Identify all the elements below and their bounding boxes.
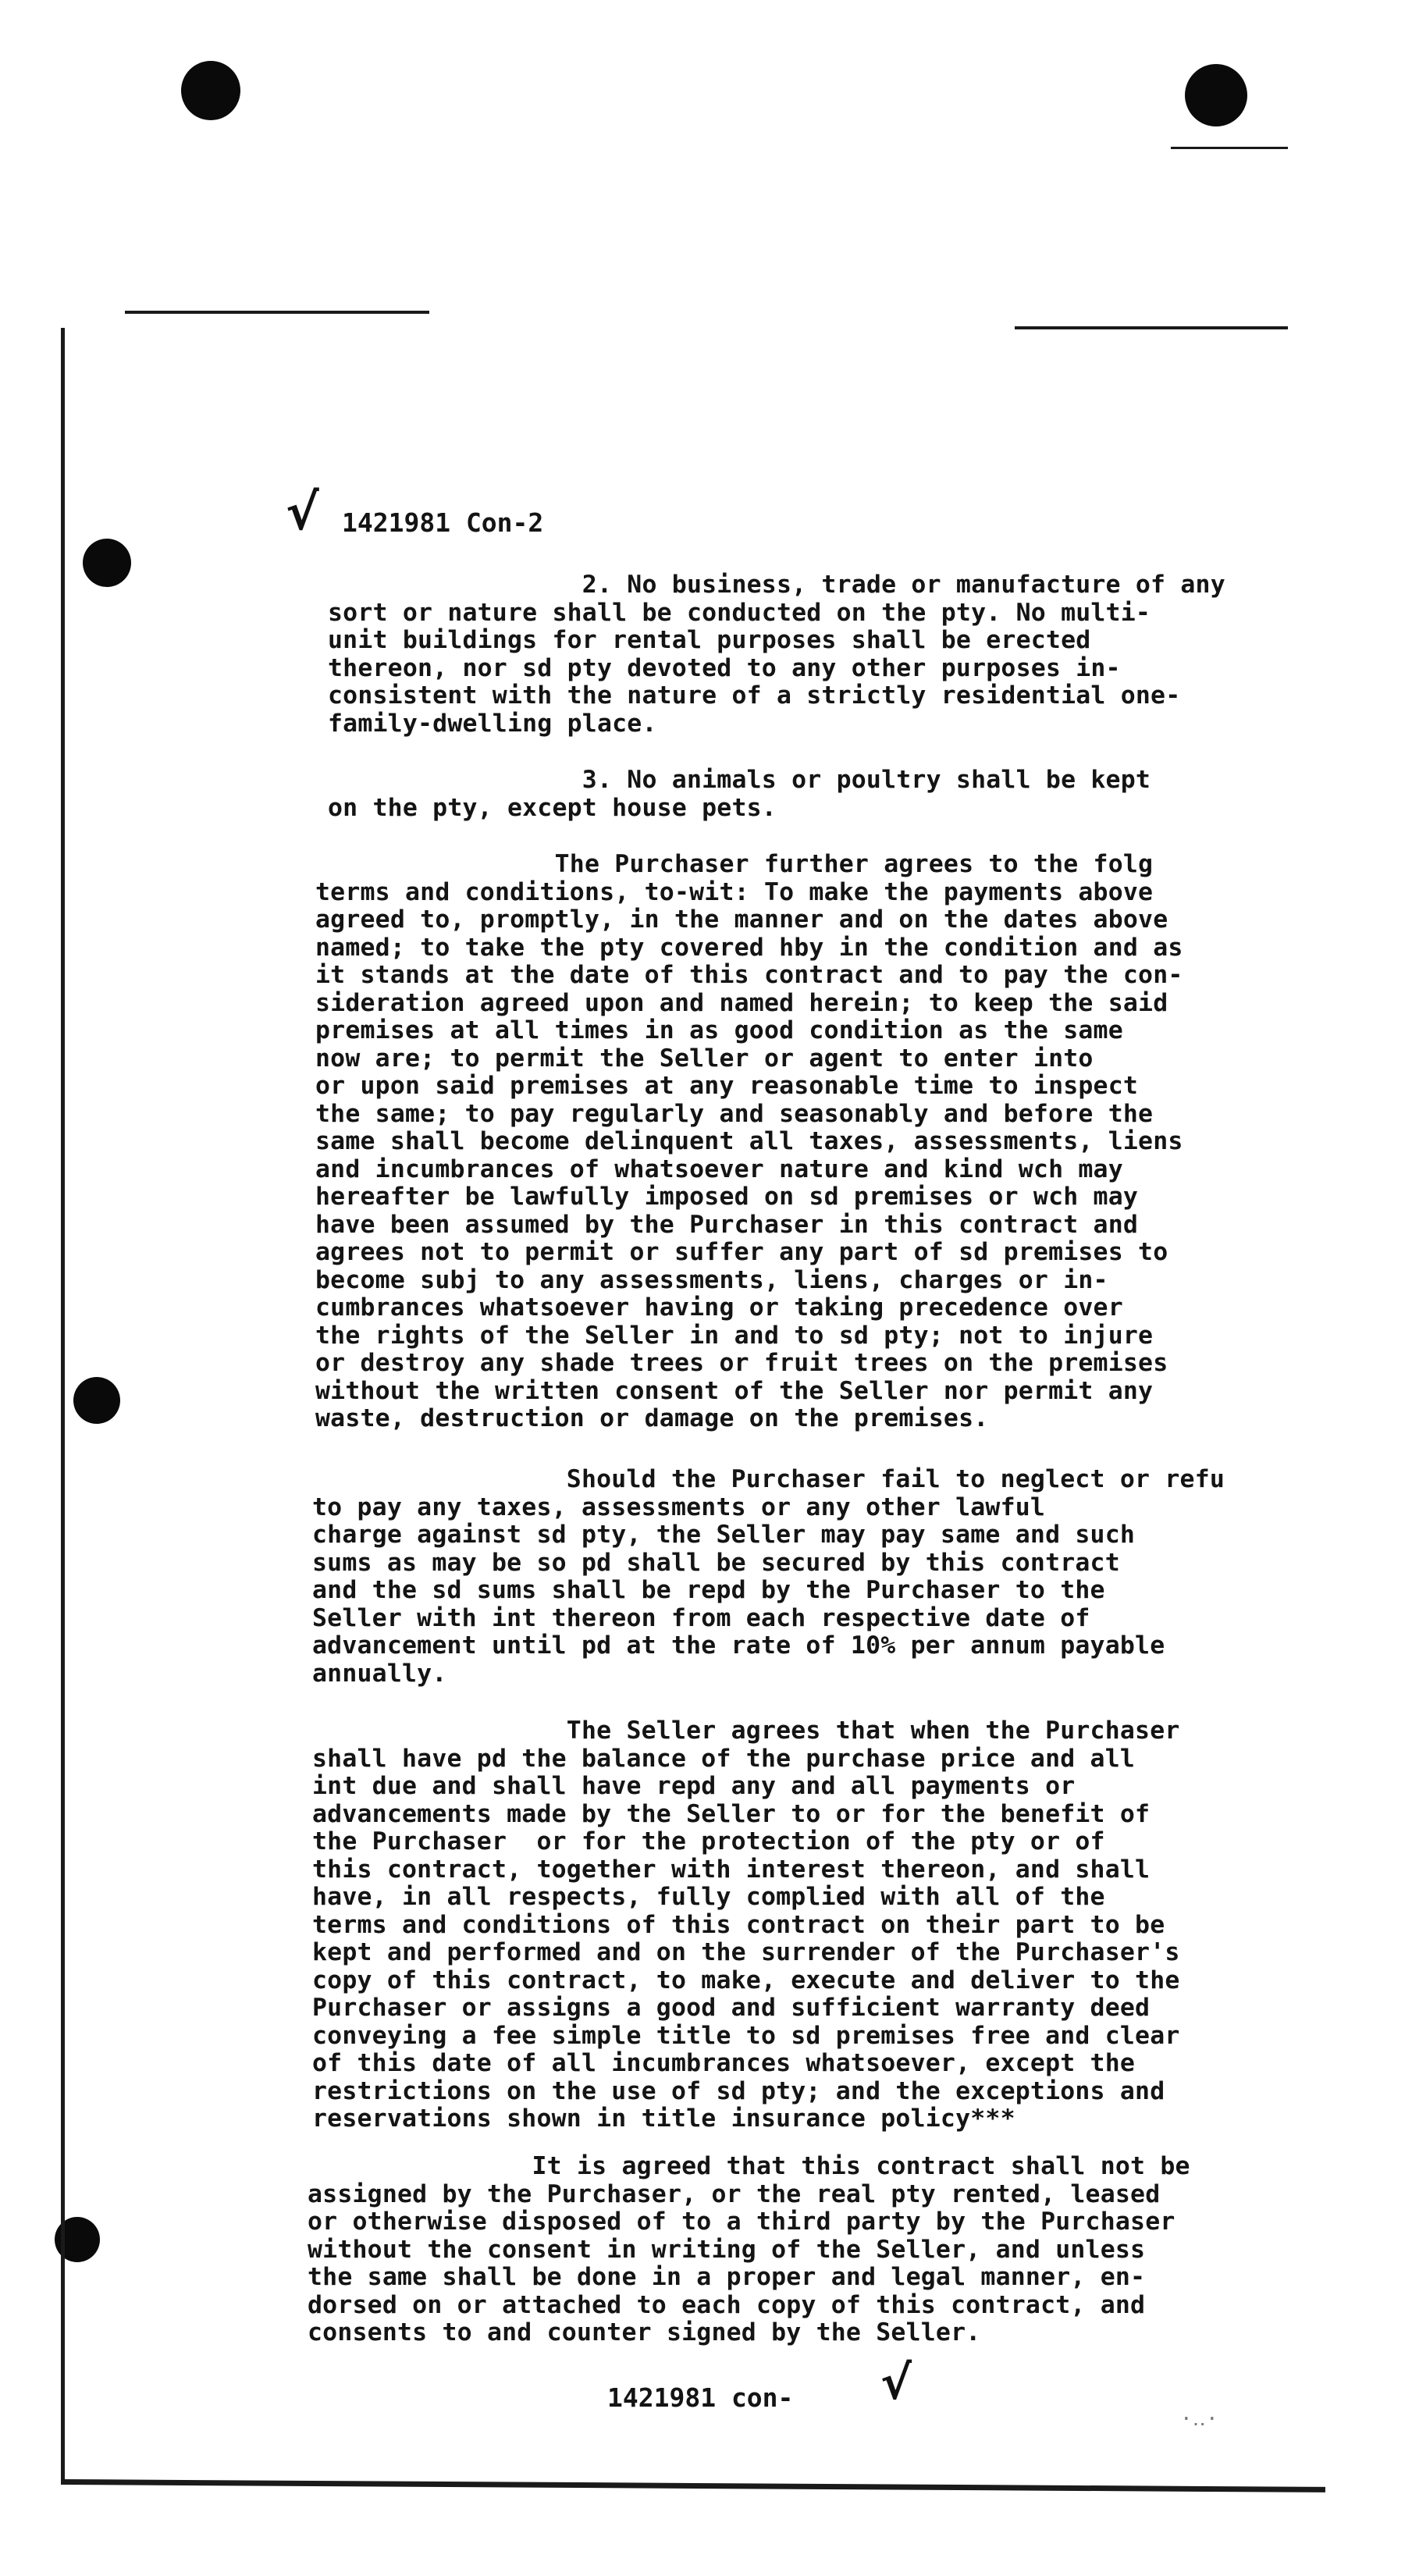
punch-hole-top-left <box>181 61 240 120</box>
paragraph-3 <box>328 767 1151 822</box>
text-line: annually. <box>312 1659 447 1688</box>
text-line: dorsed on or attached to each copy of this contract, and <box>308 2290 1146 2319</box>
text-line: without the consent in writing of the Seller, and unless <box>308 2235 1146 2264</box>
text-line: It is agreed that this contract shall not be <box>308 2152 1190 2180</box>
text-line: without the written consent of the Seller nor permit any <box>315 1376 1154 1405</box>
text-line: conveying a fee simple title to sd premises free and clear <box>312 2021 1180 2050</box>
text-line: copy of this contract, to make, execute and deliver to the <box>312 1966 1180 1994</box>
text-line: family-dwelling place. <box>328 709 657 738</box>
text-line: reservations shown in title insurance policy*** <box>312 2105 1015 2133</box>
text-line: to pay any taxes, assessments or any other lawful <box>312 1493 1046 1521</box>
text-line: now are; to permit the Seller or agent to enter into <box>315 1044 1094 1073</box>
text-line: or destroy any shade trees or fruit trees on the premises <box>315 1349 1168 1377</box>
text-line: the same; to pay regularly and seasonably and before the <box>315 1099 1154 1128</box>
text-line: shall have pd the balance of the purchase price and all <box>312 1744 1136 1773</box>
punch-hole-left-1 <box>83 539 131 587</box>
text-line: named; to take the pty covered hby in the condition and as <box>315 933 1183 962</box>
paragraph-4 <box>315 851 1183 1433</box>
text-line: cumbrances whatsoever having or taking precedence over <box>315 1293 1123 1322</box>
text-line: have been assumed by the Purchaser in this contract and <box>315 1210 1139 1239</box>
text-line: it stands at the date of this contract and to pay the con- <box>315 961 1183 989</box>
text-line: this contract, together with interest thereon, and shall <box>312 1855 1151 1884</box>
text-line: or upon said premises at any reasonable time to inspect <box>315 1072 1139 1100</box>
text-line: charge against sd pty, the Seller may pay same and such <box>312 1521 1136 1549</box>
check-mark-icon: √ <box>286 484 319 542</box>
text-line: sideration agreed upon and named herein; to keep the said <box>315 988 1168 1017</box>
text-line: thereon, nor sd pty devoted to any other purposes in- <box>328 653 1121 682</box>
text-line: 2. No business, trade or manufacture of any <box>328 571 1225 599</box>
text-line: unit buildings for rental purposes shall be erected <box>328 626 1091 654</box>
text-line: agreed to, promptly, in the manner and on the dates above <box>315 906 1168 934</box>
text-line: on the pty, except house pets. <box>328 793 777 822</box>
paragraph-5 <box>312 1466 1225 1688</box>
footer-reference: 1421981 con- <box>607 2382 794 2413</box>
text-line: and the sd sums shall be repd by the Purchaser to the <box>312 1576 1105 1604</box>
top-right-scan-mark <box>1171 147 1288 149</box>
text-line: sums as may be so pd shall be secured by this contract <box>312 1548 1120 1577</box>
text-line: the same shall be done in a proper and legal manner, en- <box>308 2263 1146 2291</box>
footer-check-mark-icon: √ <box>880 2356 912 2411</box>
text-line: and incumbrances of whatsoever nature and kind wch may <box>315 1155 1123 1183</box>
text-line: terms and conditions, to-wit: To make the payments above <box>315 877 1154 906</box>
text-line: int due and shall have repd any and all payments or <box>312 1772 1076 1800</box>
punch-hole-left-2 <box>73 1377 120 1424</box>
text-line: the rights of the Seller in and to sd pty; not to injure <box>315 1321 1154 1350</box>
text-line: have, in all respects, fully complied with all of the <box>312 1883 1105 1911</box>
text-line: hereafter be lawfully imposed on sd premises or wch may <box>315 1183 1139 1211</box>
text-line: assigned by the Purchaser, or the real pty rented, leased <box>308 2179 1161 2208</box>
text-line: consents to and counter signed by the Seller. <box>308 2318 981 2347</box>
text-line: same shall become delinquent all taxes, assessments, liens <box>315 1127 1183 1155</box>
scan-smudge: ·‥· <box>1180 2407 1218 2431</box>
text-line: waste, destruction or damage on the premises. <box>315 1404 989 1432</box>
text-line: advancements made by the Seller to or for the benefit of <box>312 1799 1151 1828</box>
text-line: of this date of all incumbrances whatsoever, except the <box>312 2049 1136 2077</box>
text-line: premises at all times in as good condition as the same <box>315 1016 1123 1044</box>
text-line: terms and conditions of this contract on their part to be <box>312 1910 1165 1939</box>
text-line: consistent with the nature of a strictly residential one- <box>328 681 1181 710</box>
page-left-edge <box>61 328 65 2482</box>
text-line: kept and performed and on the surrender of the Purchaser's <box>312 1938 1180 1966</box>
text-line: Purchaser or assigns a good and sufficient warranty deed <box>312 1994 1151 2022</box>
text-line: become subj to any assessments, liens, charges or in- <box>315 1265 1108 1294</box>
text-line: 3. No animals or poultry shall be kept <box>328 766 1151 794</box>
paragraph-6 <box>312 1717 1180 2133</box>
text-line: agrees not to permit or suffer any part of sd premises to <box>315 1238 1168 1266</box>
punch-hole-top-right <box>1185 64 1247 126</box>
text-line: Seller with int thereon from each respective date of <box>312 1603 1090 1632</box>
page-bottom-edge <box>61 2479 1325 2492</box>
text-line: restrictions on the use of sd pty; and the exceptions and <box>312 2076 1165 2105</box>
paragraph-7 <box>308 2153 1190 2347</box>
text-line: the Purchaser or for the protection of the pty or of <box>312 1827 1105 1856</box>
text-line: The Purchaser further agrees to the folg <box>315 850 1154 878</box>
text-line: advancement until pd at the rate of 10% per annum payable <box>312 1631 1165 1660</box>
text-line: or otherwise disposed of to a third party by the Purchaser <box>308 2208 1175 2236</box>
text-line: sort or nature shall be conducted on the pty. No multi- <box>328 598 1151 627</box>
text-line: The Seller agrees that when the Purchaser <box>312 1717 1180 1745</box>
paragraph-2 <box>328 571 1225 738</box>
top-rule-right <box>1015 326 1288 329</box>
document-reference: 1421981 Con-2 <box>342 507 544 538</box>
top-rule-left <box>125 311 429 314</box>
text-line: Should the Purchaser fail to neglect or refu <box>312 1465 1225 1493</box>
